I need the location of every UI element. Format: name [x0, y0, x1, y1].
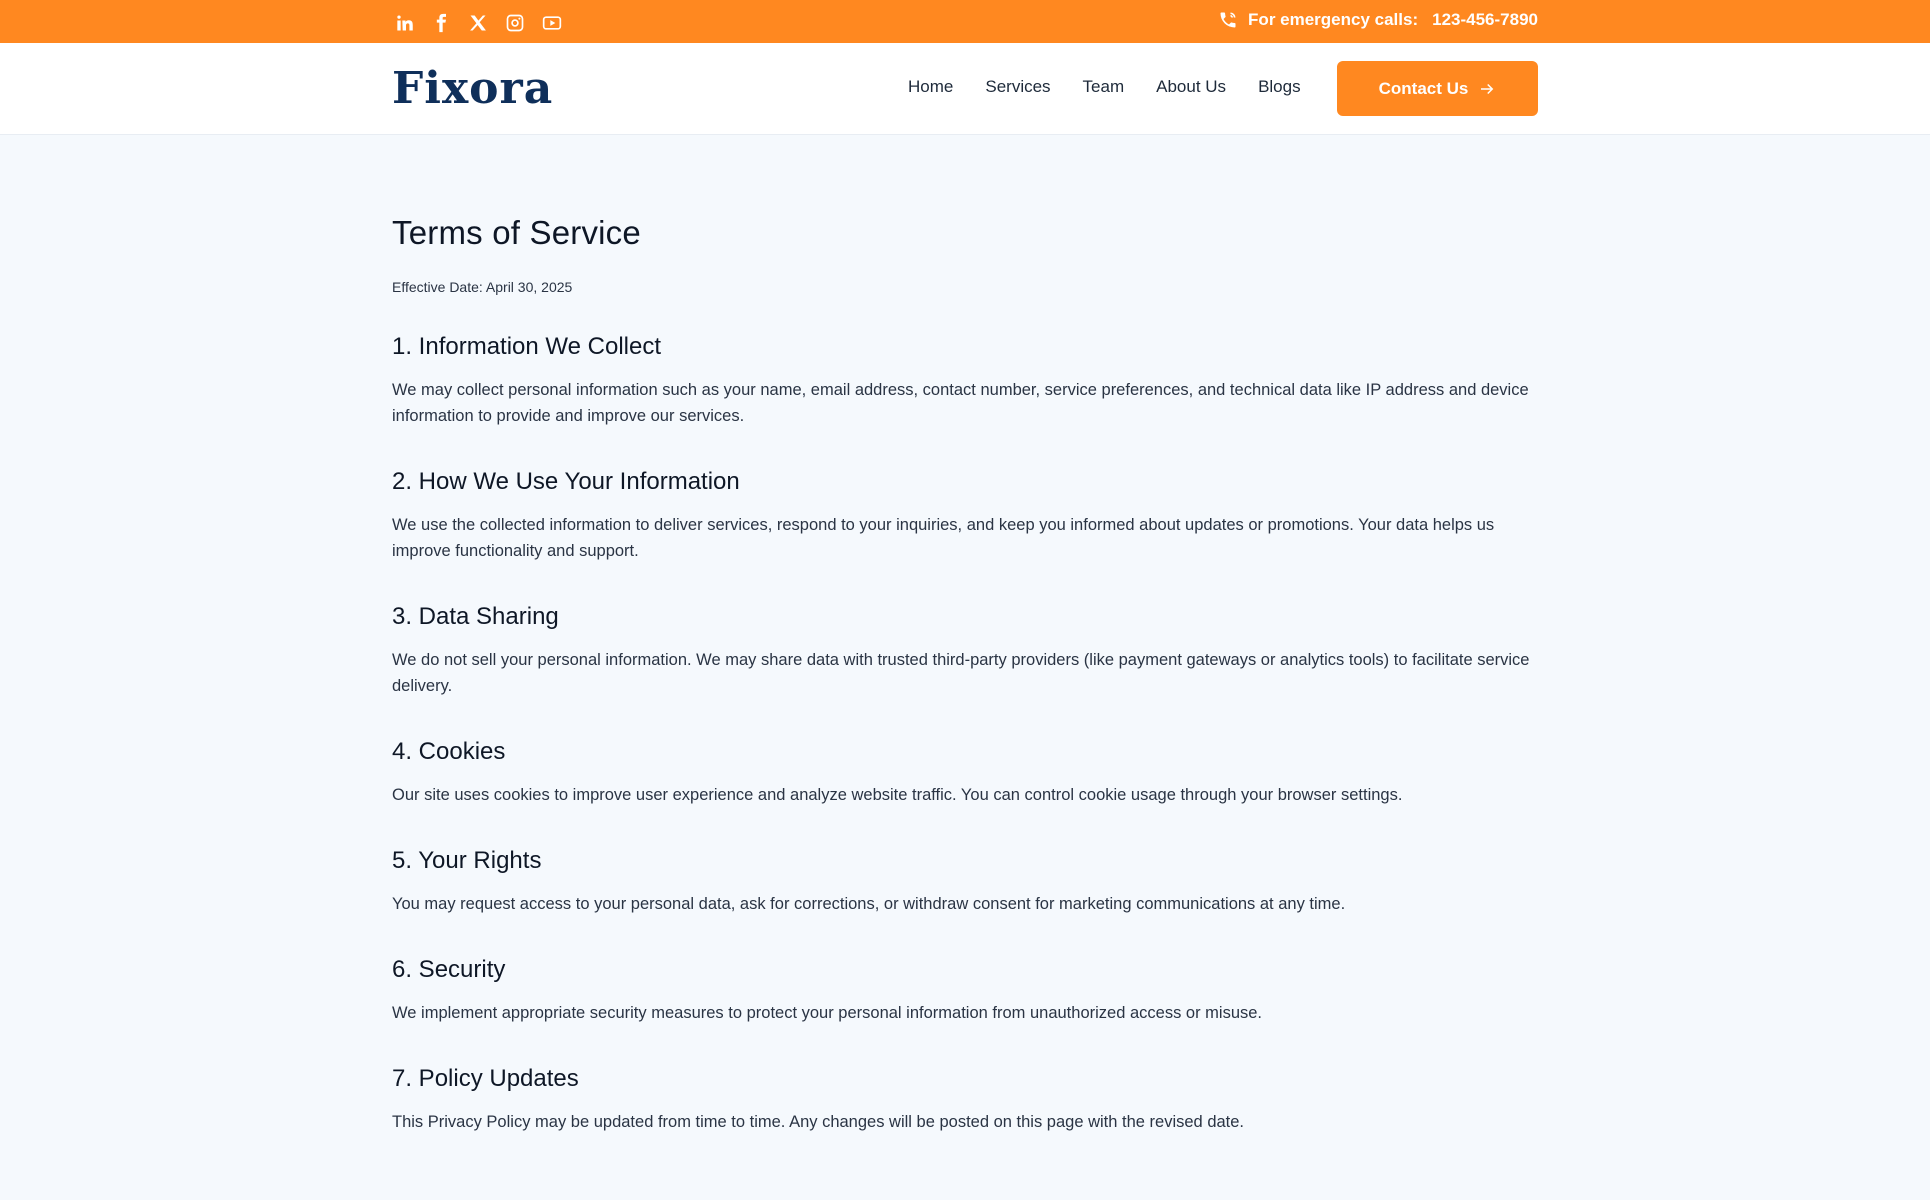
page-title: Terms of Service — [392, 214, 641, 251]
section-body: We do not sell your personal information. We may share data with trusted third-party providers (like payment gateways or analytics tools) to facilitate service delivery. — [392, 651, 1530, 695]
nav-about-us[interactable]: About Us — [1156, 77, 1227, 96]
effective-date: Effective Date: April 30, 2025 — [392, 279, 573, 295]
top-bar — [0, 0, 1930, 43]
section-security — [392, 956, 1542, 1026]
site-header — [0, 43, 1930, 135]
section-body: We may collect personal information such as your name, email address, contact number, service preferences, and technical data like IP address and device information to provide and improve our services. — [392, 381, 1529, 425]
section-heading: 6. Security — [392, 956, 506, 983]
linkedin-icon[interactable] — [392, 11, 416, 35]
instagram-icon[interactable] — [503, 11, 527, 35]
section-cookies — [392, 738, 1542, 808]
emergency-label: For emergency calls: — [1248, 10, 1419, 29]
section-heading: 7. Policy Updates — [392, 1065, 579, 1092]
section-policy-updates — [392, 1065, 1542, 1135]
facebook-icon[interactable] — [429, 11, 453, 35]
main-nav — [908, 77, 1333, 97]
section-body: You may request access to your personal data, ask for corrections, or withdraw consent for marketing communications at any time. — [392, 895, 1346, 913]
section-how-we-use — [392, 468, 1542, 564]
nav-team[interactable]: Team — [1082, 77, 1125, 96]
section-body: This Privacy Policy may be updated from time to time. Any changes will be posted on this page with the revised date. — [392, 1113, 1245, 1131]
section-body: Our site uses cookies to improve user experience and analyze website traffic. You can control cookie usage through your browser settings. — [392, 786, 1403, 804]
section-heading: 2. How We Use Your Information — [392, 468, 740, 495]
contact-us-label: Contact Us — [1378, 78, 1469, 98]
section-data-sharing — [392, 603, 1542, 699]
section-heading: 5. Your Rights — [392, 847, 542, 874]
x-twitter-icon[interactable] — [466, 11, 490, 35]
section-your-rights — [392, 847, 1542, 917]
logo[interactable]: Fixora — [392, 63, 554, 114]
emergency-contact — [1218, 10, 1538, 30]
section-body: We implement appropriate security measures to protect your personal information from unauthorized access or misuse. — [392, 1004, 1263, 1022]
section-information-we-collect — [392, 333, 1542, 429]
section-heading: 1. Information We Collect — [392, 333, 662, 360]
nav-home[interactable]: Home — [908, 77, 954, 96]
nav-blogs[interactable]: Blogs — [1258, 77, 1301, 96]
arrow-right-icon — [1478, 80, 1496, 98]
emergency-phone[interactable]: 123-456-7890 — [1432, 10, 1538, 29]
section-heading: 4. Cookies — [392, 738, 506, 765]
youtube-icon[interactable] — [540, 11, 564, 35]
terms-content — [392, 214, 1542, 1135]
phone-icon — [1218, 10, 1238, 30]
nav-services[interactable]: Services — [985, 77, 1051, 96]
section-body: We use the collected information to deliver services, respond to your inquiries, and keep you informed about updates or promotions. Your data helps us improve functionality and support. — [392, 516, 1495, 560]
social-links — [392, 11, 577, 35]
contact-us-button[interactable] — [1337, 61, 1538, 116]
section-heading: 3. Data Sharing — [392, 603, 559, 630]
